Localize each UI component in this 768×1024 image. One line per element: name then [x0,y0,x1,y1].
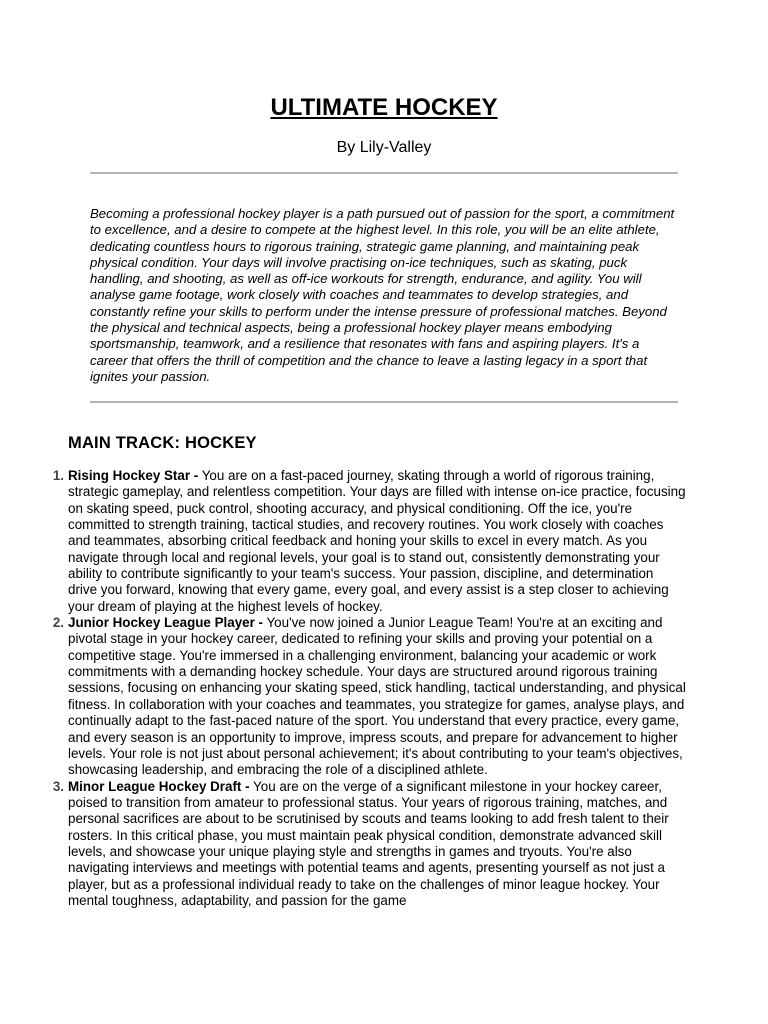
list-item [52,615,686,778]
list-item-number: 2. [52,615,64,631]
list-item-title: Junior Hockey League Player - [68,615,263,631]
list-item-text: You've now joined a Junior League Team! You're at an exciting and pivotal stage in your hockey career, dedicated to refining your skills and proving your potential on a competitive stage. You're immersed in a challenging environment, balancing your academic or work commitments with a demanding hockey schedule. Your days are structured around rigorous training sessions, focusing on enhancing your skating speed, stick handling, tactical understanding, and physical fitness. In collaboration with your coaches and teammates, you strategize for games, analyse plays, and continually adapt to the fast-paced nature of the sport. You understand that every practice, every game, and every season is an opportunity to improve, impress scouts, and prepare for advancement to higher levels. Your role is not just about personal achievement; it's about contributing to your team's objectives, showcasing leadership, and embracing the role of a disciplined athlete. [68,615,686,778]
list-item-title: Rising Hockey Star - [68,468,199,483]
track-list [52,468,686,909]
list-item-text: You are on the verge of a significant milestone in your hockey career, poised to transition from amateur to professional status. Your years of rigorous training, matches, and personal sacrifices are about to be scrutinised by scouts and teams looking to add fresh talent to their rosters. In this critical phase, you must maintain peak physical condition, demonstrate advanced skill levels, and showcase your unique playing style and strengths in games and tryouts. You're also navigating interviews and meetings with potential teams and agents, presenting yourself as not just a player, but as a professional individual ready to take on the challenges of minor league hockey. Your mental toughness, adaptability, and passion for the game [68,778,669,908]
intro-paragraph: Becoming a professional hockey player is a path pursued out of passion for the sport, a commitment to excellence, and a desire to compete at the highest level. In this role, you will be an elite athlete, dedicating countless hours to rigorous training, strategic game planning, and maintaining peak physical condition. Your days will involve practising on-ice techniques, such as skating, puck handling, and shooting, as well as off-ice workouts for strength, endurance, and agility. You will analyse game footage, work closely with coaches and teammates to develop strategies, and constantly refine your skills to perform under the intense pressure of professional matches. Beyond the physical and technical aspects, being a professional hockey player means embodying sportsmanship, teamwork, and a resilience that resonates with fans and aspiring players. It's a career that offers the thrill of competition and the chance to leave a lasting legacy in a sport that ignites your passion. [90,206,675,384]
bottom-divider [90,401,678,403]
list-item-title: Minor League Hockey Draft - [68,778,250,794]
top-divider [90,172,678,174]
list-item-number: 3. [52,778,64,794]
list-item [52,468,686,615]
section-heading: MAIN TRACK: HOCKEY [68,434,257,452]
document-title: ULTIMATE HOCKEY [270,94,498,121]
list-item-text: You are on a fast-paced journey, skating through a world of rigorous training, strategic gameplay, and relentless competition. Your days are filled with intense on-ice practice, focusing on skating speed, puck control, shooting accuracy, and physical conditioning. Off the ice, you're committed to strength training, tactical studies, and recovery routines. You work closely with coaches and teammates, absorbing critical feedback and honing your skills to excel in every match. As you navigate through local and regional levels, your goal is to stand out, consistently demonstrating your ability to contribute significantly to your team's success. Your passion, discipline, and determination drive you forward, knowing that every game, every goal, and every assist is a step closer to achieving your dream of playing at the highest levels of hockey. [68,468,686,614]
author-byline: By Lily-Valley [336,139,432,156]
list-item [52,778,686,910]
list-item-number: 1. [52,468,64,483]
